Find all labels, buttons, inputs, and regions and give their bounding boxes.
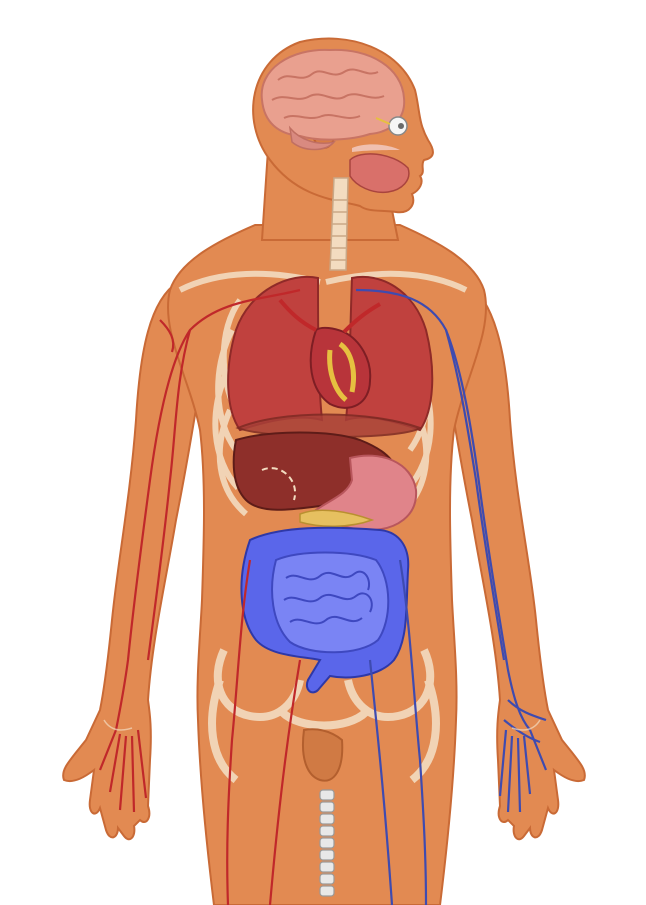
spine — [320, 790, 334, 896]
trachea — [330, 178, 348, 270]
small-intestine — [272, 553, 388, 653]
